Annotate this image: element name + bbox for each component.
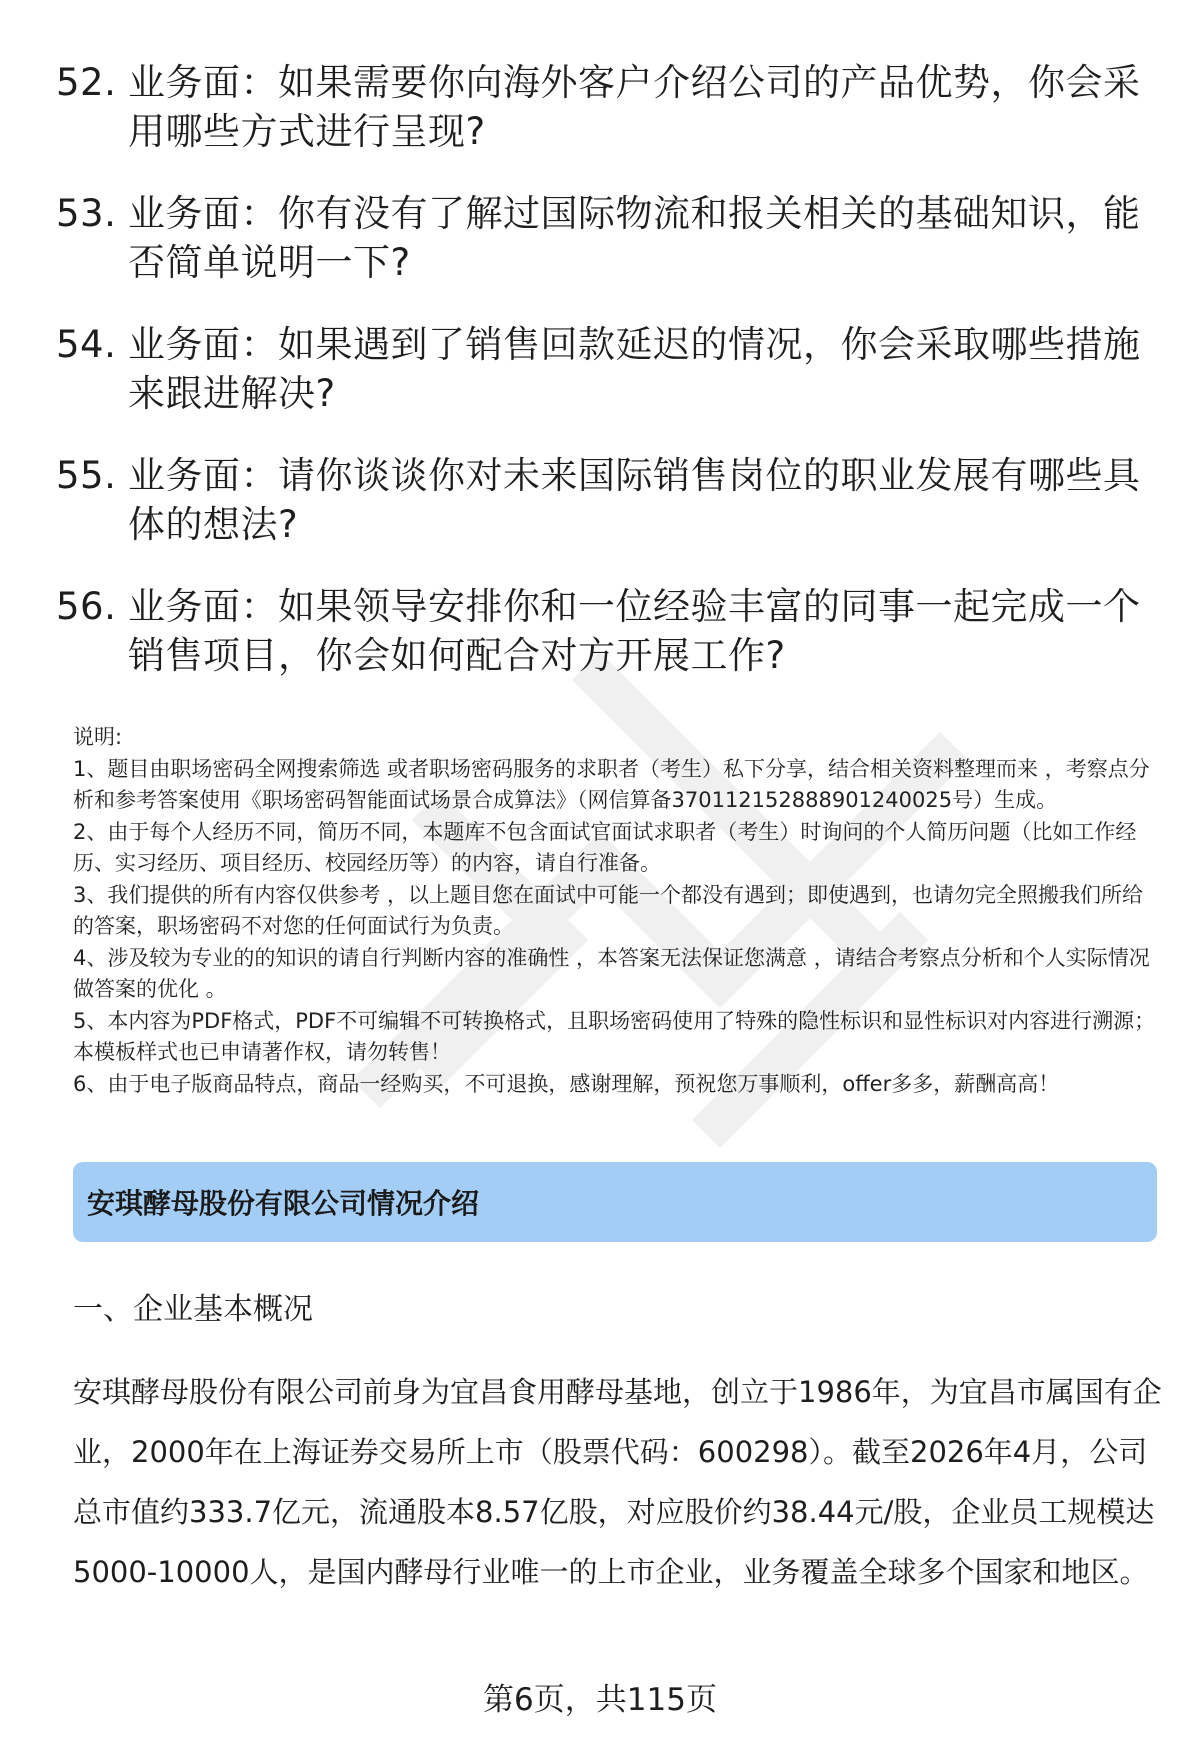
question-text: 业务面：请你谈谈你对未来国际销售岗位的职业发展有哪些具体的想法?: [128, 454, 1141, 546]
company-intro-paragraph: 安琪酵母股份有限公司前身为宜昌食用酵母基地，创立于1986年，为宜昌市属国有企业，2000年在上海证券交易所上市（股票代码：600298）。截至2026年4月，公司总市值约333.7亿元，流通股本8.57亿股，对应股价约38.44元/股，企业员工规模达5000-10000人，是国内酵母行业唯一的上市企业，业务覆盖全球多个国家和地区。: [73, 1375, 1162, 1589]
question-item: [56, 451, 1146, 549]
note-item: 2、由于每个人经历不同，简历不同，本题库不包含面试官面试求职者（考生）时询问的个人简历问题（比如工作经历、实习经历、项目经历、校园经历等）的内容，请自行准备。: [73, 819, 1137, 875]
note-item: 3、我们提供的所有内容仅供参考 ，以上题目您在面试中可能一个都没有遇到；即使遇到，也请勿完全照搬我们所给的答案，职场密码不对您的任何面试行为负责。: [73, 882, 1144, 938]
question-number: 53.: [56, 192, 117, 235]
question-item: [56, 189, 1146, 287]
note-item: 1、题目由职场密码全网搜索筛选 或者职场密码服务的求职者（考生）私下分享，结合相关资料整理而来 ，考察点分析和参考答案使用《职场密码智能面试场景合成算法》（网信算备370112152888901240025号）生成。: [73, 756, 1150, 812]
question-item: [56, 320, 1146, 418]
question-number: 54.: [56, 323, 117, 366]
question-number: 56.: [56, 585, 117, 628]
question-number: 55.: [56, 454, 117, 497]
question-text: 业务面：如果领导安排你和一位经验丰富的同事一起完成一个销售项目，你会如何配合对方开展工作?: [128, 585, 1141, 677]
notes-heading: 说明:: [73, 725, 123, 749]
page-number: 第6页，共115页: [483, 1682, 717, 1718]
question-number: 52.: [56, 61, 117, 104]
question-item: [56, 58, 1146, 156]
question-item: [56, 582, 1146, 680]
note-item: 4、涉及较为专业的的知识的请自行判断内容的准确性 ，本答案无法保证您满意 ，请结合考察点分析和个人实际情况做答案的优化 。: [73, 945, 1150, 1001]
note-item: 6、由于电子版商品特点，商品一经购买，不可退换，感谢理解，预祝您万事顺利，offer多多，薪酬高高！: [73, 1071, 1060, 1096]
note-item: 5、本内容为PDF格式，PDF不可编辑不可转换格式，且职场密码使用了特殊的隐性标识和显性标识对内容进行溯源；本模板样式也已申请著作权，请勿转售！: [73, 1008, 1156, 1064]
question-text: 业务面：如果需要你向海外客户介绍公司的产品优势，你会采用哪些方式进行呈现?: [128, 61, 1141, 153]
section-header-bar: [73, 1162, 1157, 1242]
question-text: 业务面：你有没有了解过国际物流和报关相关的基础知识，能否简单说明一下?: [128, 192, 1141, 284]
question-text: 业务面：如果遇到了销售回款延迟的情况，你会采取哪些措施来跟进解决?: [128, 323, 1141, 415]
question-list: [56, 58, 1146, 713]
notes-block: [73, 722, 1163, 1100]
section-subheading: 一、企业基本概况: [73, 1292, 313, 1327]
section-title: 安琪酵母股份有限公司情况介绍: [87, 1187, 480, 1220]
